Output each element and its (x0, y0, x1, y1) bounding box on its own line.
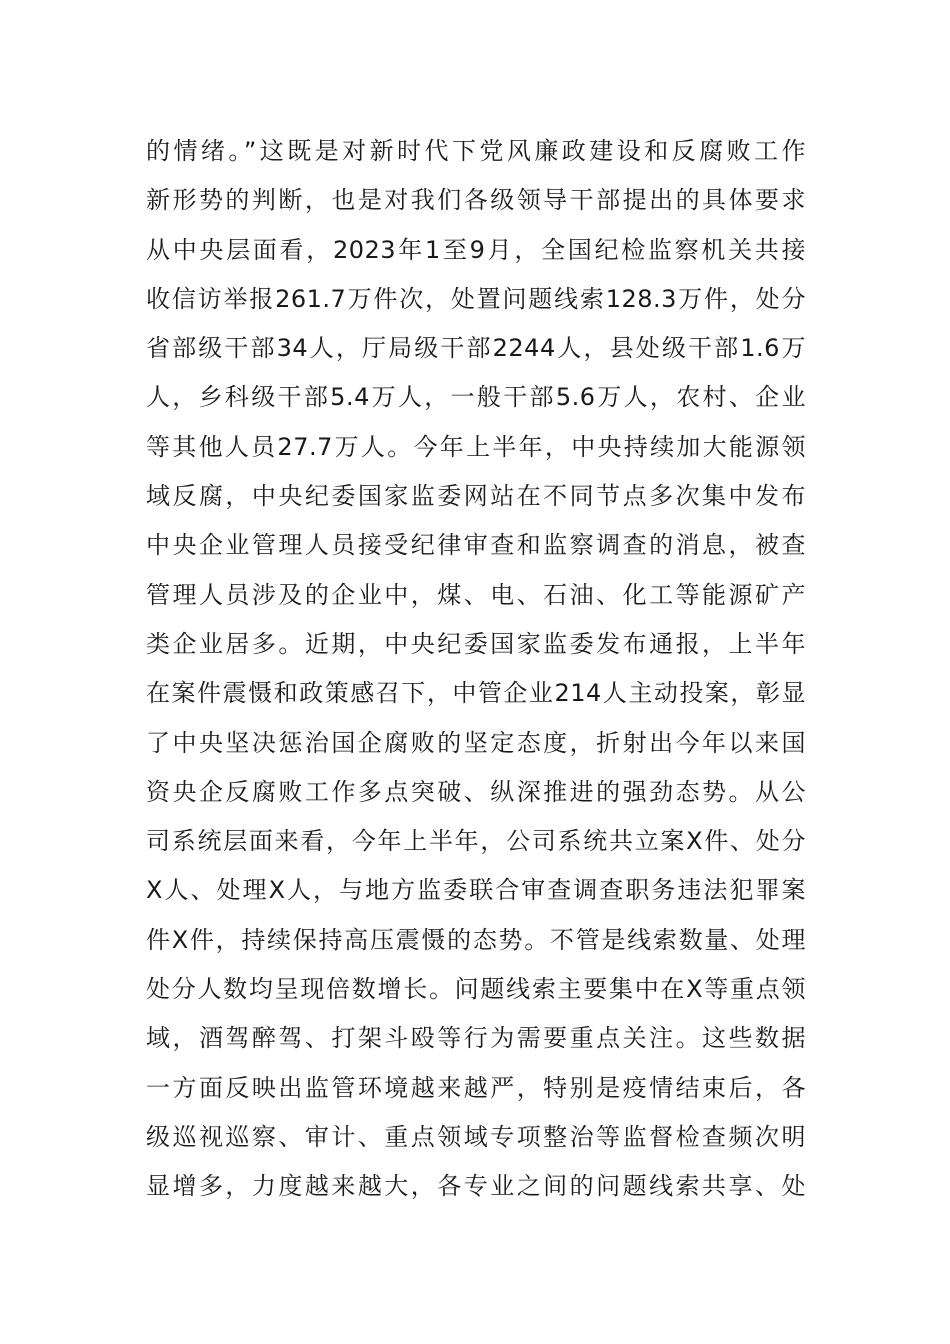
text-line-8: 域反腐，中央纪委国家监委网站在不同节点多次集中发布 (146, 482, 806, 511)
text-line-10: 管理人员涉及的企业中，煤、电、石油、化工等能源矿产 (146, 580, 806, 609)
text-line-15: 司系统层面来看，今年上半年，公司系统共立案X件、处分 (146, 827, 806, 856)
text-line-5: 省部级干部34人，厅局级干部2244人，县处级干部1.6万 (146, 334, 806, 363)
body-text (146, 127, 806, 1212)
text-line-22: 显增多，力度越来越大，各专业之间的问题线索共享、处 (146, 1172, 806, 1201)
text-line-11: 类企业居多。近期，中央纪委国家监委发布通报，上半年 (146, 629, 806, 658)
text-line-9: 中央企业管理人员接受纪律审查和监察调查的消息，被查 (146, 531, 806, 560)
text-line-21: 级巡视巡察、审计、重点领域专项整治等监督检查频次明 (146, 1122, 806, 1151)
text-line-12: 在案件震慑和政策感召下，中管企业214人主动投案，彰显 (146, 679, 806, 708)
text-line-17: 件X件，持续保持高压震慑的态势。不管是线索数量、处理 (146, 925, 806, 954)
text-line-2: 新形势的判断，也是对我们各级领导干部提出的具体要求 (146, 186, 806, 215)
text-line-13: 了中央坚决惩治国企腐败的坚定态度，折射出今年以来国 (146, 728, 806, 757)
text-line-20: 一方面反映出监管环境越来越严，特别是疫情结束后，各 (146, 1073, 806, 1102)
text-line-4: 收信访举报261.7万件次，处置问题线索128.3万件，处分 (146, 284, 806, 313)
text-line-18: 处分人数均呈现倍数增长。问题线索主要集中在X等重点领 (146, 975, 806, 1004)
text-line-6: 人，乡科级干部5.4万人，一般干部5.6万人，农村、企业 (146, 383, 806, 412)
text-line-14: 资央企反腐败工作多点突破、纵深推进的强劲态势。从公 (146, 777, 806, 806)
text-line-16: X人、处理X人，与地方监委联合审查调查职务违法犯罪案 (146, 876, 806, 905)
text-line-1: 的情绪。”这既是对新时代下党风廉政建设和反腐败工作 (146, 137, 806, 165)
text-line-7: 等其他人员27.7万人。今年上半年，中央持续加大能源领 (146, 432, 806, 461)
text-line-19: 域，酒驾醉驾、打架斗殴等行为需要重点关注。这些数据 (146, 1024, 806, 1053)
text-line-3: 从中央层面看，2023年1至9月，全国纪检监察机关共接 (146, 235, 806, 264)
